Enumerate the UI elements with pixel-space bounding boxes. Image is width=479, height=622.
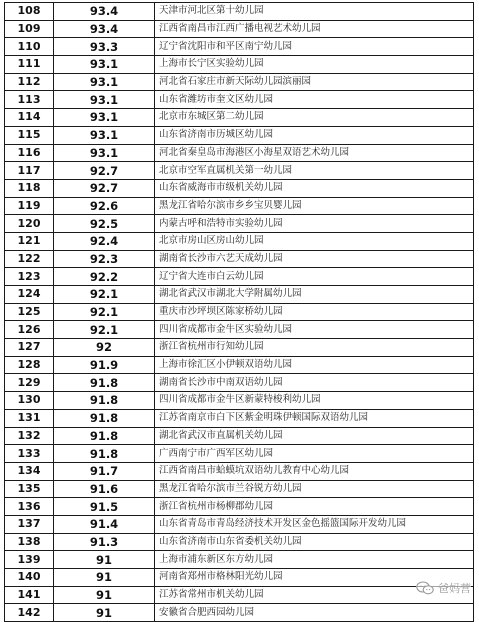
kindergarten-name-cell: 北京市房山区房山幼儿园	[155, 232, 474, 250]
kindergarten-name-cell: 河南省郑州市格林阳光幼儿园	[155, 569, 474, 587]
rank-cell: 116	[5, 144, 54, 162]
rank-cell: 130	[5, 392, 54, 410]
score-cell: 91.6	[54, 480, 155, 498]
kindergarten-name-cell: 山东省济南市历城区幼儿园	[155, 126, 474, 144]
wechat-icon	[416, 581, 434, 595]
kindergarten-name-cell: 黑龙江省哈尔滨市兰谷锐方幼儿园	[155, 480, 474, 498]
kindergarten-name-cell: 广西南宁市广西军区幼儿园	[155, 445, 474, 463]
kindergarten-name-cell: 湖南省长沙市中南双语幼儿园	[155, 374, 474, 392]
rank-cell: 120	[5, 215, 54, 233]
score-cell: 92.1	[54, 321, 155, 339]
table-row	[5, 445, 474, 463]
score-cell: 93.4	[54, 20, 155, 38]
rank-cell: 138	[5, 533, 54, 551]
table-row	[5, 339, 474, 357]
kindergarten-name-cell: 河北省秦皇岛市海港区小海星双语艺术幼儿园	[155, 144, 474, 162]
rank-cell: 129	[5, 374, 54, 392]
table-row	[5, 533, 474, 551]
kindergarten-name-cell: 江苏省南京市白下区紫金明珠伊顿国际双语幼儿园	[155, 409, 474, 427]
rank-cell: 110	[5, 38, 54, 56]
watermark	[416, 580, 471, 596]
score-cell: 92.3	[54, 250, 155, 268]
table-row	[5, 215, 474, 233]
score-cell: 93.1	[54, 126, 155, 144]
rank-cell: 126	[5, 321, 54, 339]
table-row	[5, 356, 474, 374]
score-cell: 91	[54, 586, 155, 604]
score-cell: 93.1	[54, 73, 155, 91]
rank-cell: 142	[5, 604, 54, 622]
table-row	[5, 551, 474, 569]
rank-cell: 113	[5, 91, 54, 109]
score-cell: 91.8	[54, 427, 155, 445]
kindergarten-name-cell: 浙江省杭州市行知幼儿园	[155, 339, 474, 357]
table-row	[5, 56, 474, 74]
score-cell: 91.8	[54, 392, 155, 410]
table-row	[5, 109, 474, 127]
score-cell: 93.3	[54, 38, 155, 56]
table-row	[5, 498, 474, 516]
score-cell: 93.4	[54, 3, 155, 21]
score-cell: 93.1	[54, 91, 155, 109]
table-row	[5, 144, 474, 162]
rank-cell: 131	[5, 409, 54, 427]
score-cell: 91.8	[54, 445, 155, 463]
rank-cell: 122	[5, 250, 54, 268]
table-row	[5, 604, 474, 622]
score-cell: 91	[54, 551, 155, 569]
score-cell: 93.1	[54, 109, 155, 127]
score-cell: 91	[54, 569, 155, 587]
score-cell: 93.1	[54, 56, 155, 74]
score-cell: 91.8	[54, 374, 155, 392]
score-cell: 92.1	[54, 286, 155, 304]
table-row	[5, 462, 474, 480]
kindergarten-name-cell: 上海市徐汇区小伊顿双语幼儿园	[155, 356, 474, 374]
watermark-text: 爸妈营	[438, 582, 471, 595]
kindergarten-name-cell: 江西省南昌市江西广播电视艺术幼儿园	[155, 20, 474, 38]
table-row	[5, 179, 474, 197]
rank-cell: 136	[5, 498, 54, 516]
table-row	[5, 409, 474, 427]
score-cell: 91.3	[54, 533, 155, 551]
table-row	[5, 3, 474, 21]
score-cell: 92.1	[54, 303, 155, 321]
table-row	[5, 392, 474, 410]
table-row	[5, 91, 474, 109]
rank-cell: 108	[5, 3, 54, 21]
kindergarten-name-cell: 四川省成都市金牛区实验幼儿园	[155, 321, 474, 339]
kindergarten-name-cell: 北京市空军直属机关第一幼儿园	[155, 162, 474, 180]
score-cell: 91.9	[54, 356, 155, 374]
kindergarten-name-cell: 上海市长宁区实验幼儿园	[155, 56, 474, 74]
score-cell: 92.6	[54, 197, 155, 215]
kindergarten-name-cell: 山东省潍坊市奎文区幼儿园	[155, 91, 474, 109]
kindergarten-name-cell: 山东省青岛市青岛经济技术开发区金色摇篮国际开发幼儿园	[155, 515, 474, 533]
kindergarten-name-cell: 天津市河北区第十幼儿园	[155, 3, 474, 21]
kindergarten-name-cell: 黑龙江省哈尔滨市乡乡宝贝婴儿园	[155, 197, 474, 215]
table-row	[5, 427, 474, 445]
kindergarten-name-cell: 辽宁省大连市白云幼儿园	[155, 268, 474, 286]
score-cell: 91.5	[54, 498, 155, 516]
table-row	[5, 286, 474, 304]
table-row	[5, 586, 474, 604]
table-row	[5, 303, 474, 321]
rank-cell: 137	[5, 515, 54, 533]
table-row	[5, 321, 474, 339]
rank-cell: 128	[5, 356, 54, 374]
kindergarten-name-cell: 北京市东城区第二幼儿园	[155, 109, 474, 127]
kindergarten-name-cell: 山东省济南市山东省委机关幼儿园	[155, 533, 474, 551]
ranking-table-body	[5, 3, 474, 622]
rank-cell: 133	[5, 445, 54, 463]
kindergarten-name-cell: 浙江省杭州市杨柳郡幼儿园	[155, 498, 474, 516]
kindergarten-name-cell: 安徽省合肥西园幼儿园	[155, 604, 474, 622]
rank-cell: 119	[5, 197, 54, 215]
rank-cell: 124	[5, 286, 54, 304]
table-row	[5, 162, 474, 180]
score-cell: 91.4	[54, 515, 155, 533]
rank-cell: 121	[5, 232, 54, 250]
rank-cell: 127	[5, 339, 54, 357]
rank-cell: 123	[5, 268, 54, 286]
table-row	[5, 20, 474, 38]
score-cell: 92.7	[54, 179, 155, 197]
table-row	[5, 197, 474, 215]
score-cell: 91.8	[54, 409, 155, 427]
kindergarten-name-cell: 湖南省长沙市六艺天成幼儿园	[155, 250, 474, 268]
rank-cell: 117	[5, 162, 54, 180]
rank-cell: 125	[5, 303, 54, 321]
table-row	[5, 515, 474, 533]
rank-cell: 111	[5, 56, 54, 74]
score-cell: 92.7	[54, 162, 155, 180]
rank-cell: 132	[5, 427, 54, 445]
table-row	[5, 374, 474, 392]
rank-cell: 112	[5, 73, 54, 91]
kindergarten-name-cell: 湖北省武汉市直属机关幼儿园	[155, 427, 474, 445]
score-cell: 93.1	[54, 144, 155, 162]
kindergarten-name-cell: 重庆市沙坪坝区陈家桥幼儿园	[155, 303, 474, 321]
kindergarten-name-cell: 湖北省武汉市湖北大学附属幼儿园	[155, 286, 474, 304]
rank-cell: 140	[5, 569, 54, 587]
table-row	[5, 73, 474, 91]
kindergarten-name-cell: 河北省石家庄市新天际幼儿园滨丽园	[155, 73, 474, 91]
score-cell: 92	[54, 339, 155, 357]
kindergarten-name-cell: 四川省成都市金牛区新蒙特梭利幼儿园	[155, 392, 474, 410]
table-row	[5, 126, 474, 144]
kindergarten-name-cell: 辽宁省沈阳市和平区南宁幼儿园	[155, 38, 474, 56]
rank-cell: 115	[5, 126, 54, 144]
rank-cell: 135	[5, 480, 54, 498]
kindergarten-name-cell: 上海市浦东新区东方幼儿园	[155, 551, 474, 569]
score-cell: 92.4	[54, 232, 155, 250]
kindergarten-name-cell: 内蒙古呼和浩特市实验幼儿园	[155, 215, 474, 233]
table-row	[5, 480, 474, 498]
ranking-table	[4, 2, 474, 622]
rank-cell: 141	[5, 586, 54, 604]
table-row	[5, 38, 474, 56]
rank-cell: 139	[5, 551, 54, 569]
table-row	[5, 569, 474, 587]
rank-cell: 109	[5, 20, 54, 38]
score-cell: 92.2	[54, 268, 155, 286]
score-cell: 91	[54, 604, 155, 622]
score-cell: 91.7	[54, 462, 155, 480]
table-row	[5, 250, 474, 268]
table-row	[5, 268, 474, 286]
kindergarten-name-cell: 江苏省常州市机关幼儿园	[155, 586, 474, 604]
rank-cell: 134	[5, 462, 54, 480]
score-cell: 92.5	[54, 215, 155, 233]
rank-cell: 114	[5, 109, 54, 127]
kindergarten-name-cell: 山东省威海市市级机关幼儿园	[155, 179, 474, 197]
kindergarten-name-cell: 江西省南昌市蛤蟆坑双语幼儿教育中心幼儿园	[155, 462, 474, 480]
rank-cell: 118	[5, 179, 54, 197]
table-row	[5, 232, 474, 250]
